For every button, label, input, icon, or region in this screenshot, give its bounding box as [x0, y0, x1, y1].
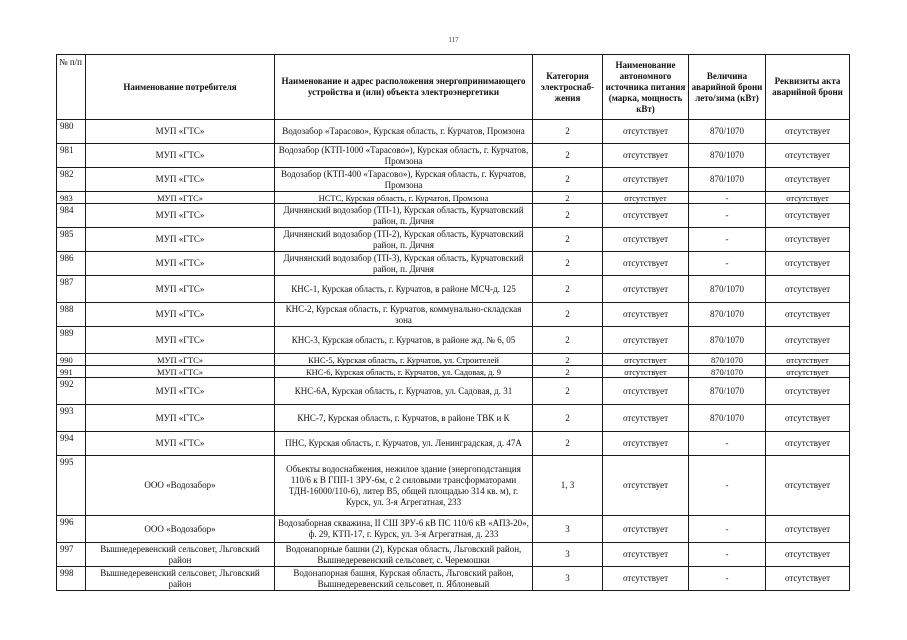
cell-autonomous: отсутствует — [603, 303, 689, 327]
cell-category: 2 — [533, 327, 603, 354]
table-row — [57, 543, 850, 567]
header-autonomous: Наименование автономного источника питания (марка, мощность кВт) — [603, 55, 689, 120]
table-row — [57, 228, 850, 252]
cell-category: 3 — [533, 543, 603, 567]
table-row — [57, 366, 850, 378]
cell-num: 995 — [57, 456, 86, 516]
cell-address: Объекты водоснабжения, нежилое здание (энергоподстанция 110/6 к В ГПП-1 ЗРУ-6м, с 2 силовыми трансформаторами ТДН-16000/110-6), литер В5, общей площадью 314 кв. м), г. Курск, ул. 3-я Агрегатная, 233 — [275, 456, 533, 516]
cell-address: КНС-6, Курская область, г. Курчатов, ул. Садовая, д. 9 — [275, 366, 533, 378]
data-table — [56, 54, 850, 591]
table-row — [57, 567, 850, 591]
table-row — [57, 303, 850, 327]
cell-category: 2 — [533, 228, 603, 252]
cell-num: 992 — [57, 378, 86, 405]
cell-autonomous: отсутствует — [603, 228, 689, 252]
cell-reserve: 870/1070 — [689, 276, 766, 303]
cell-category: 2 — [533, 120, 603, 144]
cell-reserve: 870/1070 — [689, 366, 766, 378]
cell-requisites: отсутствует — [766, 543, 850, 567]
cell-consumer: МУП «ГТС» — [86, 252, 275, 276]
cell-category: 2 — [533, 192, 603, 204]
cell-reserve: - — [689, 516, 766, 543]
cell-requisites: отсутствует — [766, 516, 850, 543]
cell-num: 991 — [57, 366, 86, 378]
cell-requisites: отсутствует — [766, 192, 850, 204]
cell-requisites: отсутствует — [766, 120, 850, 144]
cell-address: КНС-1, Курская область, г. Курчатов, в районе МСЧ-д. 125 — [275, 276, 533, 303]
cell-autonomous: отсутствует — [603, 204, 689, 228]
cell-autonomous: отсутствует — [603, 567, 689, 591]
cell-reserve: - — [689, 228, 766, 252]
header-address: Наименование и адрес расположения энергопринимающего устройства и (или) объекта электроэнергетики — [275, 55, 533, 120]
table-row — [57, 192, 850, 204]
cell-address: Дичнянский водозабор (ТП-2), Курская область, Курчатовский район, п. Дичня — [275, 228, 533, 252]
cell-category: 3 — [533, 567, 603, 591]
cell-address: Водозабор «Тарасово», Курская область, г. Курчатов, Промзона — [275, 120, 533, 144]
cell-address: Водозабор (КТП-400 «Тарасово»), Курская область, г. Курчатов, Промзона — [275, 168, 533, 192]
cell-reserve: - — [689, 204, 766, 228]
cell-reserve: 870/1070 — [689, 144, 766, 168]
cell-autonomous: отсутствует — [603, 456, 689, 516]
cell-num: 988 — [57, 303, 86, 327]
cell-address: ПНС, Курская область, г. Курчатов, ул. Ленинградская, д. 47А — [275, 432, 533, 456]
cell-reserve: - — [689, 456, 766, 516]
cell-reserve: 870/1070 — [689, 327, 766, 354]
cell-category: 2 — [533, 276, 603, 303]
cell-category: 2 — [533, 378, 603, 405]
cell-consumer: МУП «ГТС» — [86, 192, 275, 204]
cell-address: КНС-5, Курская область, г. Курчатов, ул. Строителей — [275, 354, 533, 366]
cell-category: 2 — [533, 303, 603, 327]
cell-requisites: отсутствует — [766, 276, 850, 303]
cell-autonomous: отсутствует — [603, 192, 689, 204]
cell-category: 2 — [533, 144, 603, 168]
cell-reserve: 870/1070 — [689, 168, 766, 192]
cell-reserve: 870/1070 — [689, 120, 766, 144]
cell-consumer: Вышнедеревенский сельсовет, Льговский район — [86, 543, 275, 567]
cell-category: 2 — [533, 432, 603, 456]
cell-num: 996 — [57, 516, 86, 543]
cell-consumer: МУП «ГТС» — [86, 228, 275, 252]
table-row — [57, 354, 850, 366]
cell-consumer: МУП «ГТС» — [86, 204, 275, 228]
cell-autonomous: отсутствует — [603, 432, 689, 456]
header-num: № п/п — [57, 55, 86, 120]
cell-consumer: МУП «ГТС» — [86, 144, 275, 168]
cell-reserve: 870/1070 — [689, 405, 766, 432]
table-row — [57, 204, 850, 228]
table-row — [57, 378, 850, 405]
cell-num: 998 — [57, 567, 86, 591]
cell-num: 985 — [57, 228, 86, 252]
cell-num: 980 — [57, 120, 86, 144]
table-row — [57, 144, 850, 168]
cell-reserve: - — [689, 543, 766, 567]
cell-address: Водозабор (КТП-1000 «Тарасово»), Курская область, г. Курчатов, Промзона — [275, 144, 533, 168]
table-row — [57, 405, 850, 432]
cell-requisites: отсутствует — [766, 327, 850, 354]
table-row — [57, 120, 850, 144]
cell-num: 993 — [57, 405, 86, 432]
cell-consumer: Вышнедеревенский сельсовет, Льговский район — [86, 567, 275, 591]
cell-requisites: отсутствует — [766, 228, 850, 252]
header-category: Категория электроснаб-жения — [533, 55, 603, 120]
cell-num: 986 — [57, 252, 86, 276]
table-row — [57, 456, 850, 516]
cell-num: 984 — [57, 204, 86, 228]
table-row — [57, 327, 850, 354]
cell-address: Водонапорные башни (2), Курская область, Льговский район, Вышнедеревенский сельсовет, с. Черемошки — [275, 543, 533, 567]
cell-autonomous: отсутствует — [603, 276, 689, 303]
cell-requisites: отсутствует — [766, 144, 850, 168]
cell-num: 990 — [57, 354, 86, 366]
cell-requisites: отсутствует — [766, 567, 850, 591]
cell-consumer: МУП «ГТС» — [86, 327, 275, 354]
cell-address: Дичнянский водозабор (ТП-1), Курская область, Курчатовский район, п. Дичня — [275, 204, 533, 228]
cell-requisites: отсутствует — [766, 303, 850, 327]
cell-autonomous: отсутствует — [603, 144, 689, 168]
cell-num: 989 — [57, 327, 86, 354]
cell-consumer: ООО «Водозабор» — [86, 456, 275, 516]
cell-num: 983 — [57, 192, 86, 204]
cell-reserve: - — [689, 252, 766, 276]
cell-num: 981 — [57, 144, 86, 168]
cell-address: КНС-6А, Курская область, г. Курчатов, ул. Садовая, д. 31 — [275, 378, 533, 405]
cell-consumer: МУП «ГТС» — [86, 378, 275, 405]
cell-num: 982 — [57, 168, 86, 192]
cell-reserve: - — [689, 432, 766, 456]
cell-category: 1, 3 — [533, 456, 603, 516]
cell-address: Дичнянский водозабор (ТП-3), Курская область, Курчатовский район, п. Дичня — [275, 252, 533, 276]
cell-consumer: МУП «ГТС» — [86, 276, 275, 303]
cell-autonomous: отсутствует — [603, 378, 689, 405]
cell-requisites: отсутствует — [766, 354, 850, 366]
cell-consumer: МУП «ГТС» — [86, 168, 275, 192]
cell-requisites: отсутствует — [766, 405, 850, 432]
cell-consumer: МУП «ГТС» — [86, 303, 275, 327]
cell-consumer: МУП «ГТС» — [86, 354, 275, 366]
cell-autonomous: отсутствует — [603, 366, 689, 378]
cell-autonomous: отсутствует — [603, 405, 689, 432]
header-reserve: Величина аварийной брони лето/зима (кВт) — [689, 55, 766, 120]
cell-autonomous: отсутствует — [603, 327, 689, 354]
cell-address: Водонапорная башня, Курская область, Льговский район, Вышнедеревенский сельсовет, п. Яблоневый — [275, 567, 533, 591]
cell-category: 2 — [533, 168, 603, 192]
table-row — [57, 168, 850, 192]
cell-autonomous: отсутствует — [603, 543, 689, 567]
cell-reserve: - — [689, 567, 766, 591]
cell-num: 994 — [57, 432, 86, 456]
cell-num: 997 — [57, 543, 86, 567]
cell-consumer: МУП «ГТС» — [86, 405, 275, 432]
page-number: 117 — [448, 36, 459, 44]
cell-requisites: отсутствует — [766, 204, 850, 228]
table-row — [57, 276, 850, 303]
header-consumer: Наименование потребителя — [86, 55, 275, 120]
cell-category: 2 — [533, 354, 603, 366]
cell-consumer: ООО «Водозабор» — [86, 516, 275, 543]
cell-requisites: отсутствует — [766, 456, 850, 516]
cell-autonomous: отсутствует — [603, 120, 689, 144]
cell-address: КНС-2, Курская область, г. Курчатов, коммунально-складская зона — [275, 303, 533, 327]
table-row — [57, 516, 850, 543]
cell-category: 2 — [533, 405, 603, 432]
cell-category: 2 — [533, 252, 603, 276]
cell-requisites: отсутствует — [766, 432, 850, 456]
cell-address: НСТС, Курская область, г. Курчатов, Промзона — [275, 192, 533, 204]
cell-category: 2 — [533, 204, 603, 228]
cell-requisites: отсутствует — [766, 366, 850, 378]
cell-consumer: МУП «ГТС» — [86, 432, 275, 456]
cell-reserve: - — [689, 192, 766, 204]
cell-autonomous: отсутствует — [603, 168, 689, 192]
cell-autonomous: отсутствует — [603, 516, 689, 543]
cell-requisites: отсутствует — [766, 252, 850, 276]
cell-category: 3 — [533, 516, 603, 543]
cell-consumer: МУП «ГТС» — [86, 120, 275, 144]
cell-autonomous: отсутствует — [603, 354, 689, 366]
cell-address: КНС-3, Курская область, г. Курчатов, в районе жд. № 6, 05 — [275, 327, 533, 354]
cell-reserve: 870/1070 — [689, 303, 766, 327]
cell-consumer: МУП «ГТС» — [86, 366, 275, 378]
table-header-row — [57, 55, 850, 120]
cell-category: 2 — [533, 366, 603, 378]
cell-requisites: отсутствует — [766, 168, 850, 192]
cell-autonomous: отсутствует — [603, 252, 689, 276]
table-row — [57, 252, 850, 276]
cell-reserve: 870/1070 — [689, 378, 766, 405]
table-row — [57, 432, 850, 456]
cell-address: Водозаборная скважина, II СШ ЗРУ-6 кВ ПС 110/6 кВ «АПЗ-20», ф. 29, КТП-17, г. Курск, ул. 3-я Агрегатная, д. 233 — [275, 516, 533, 543]
header-requisites: Реквизиты акта аварийной брони — [766, 55, 850, 120]
cell-num: 987 — [57, 276, 86, 303]
cell-requisites: отсутствует — [766, 378, 850, 405]
cell-address: КНС-7, Курская область, г. Курчатов, в районе ТВК и К — [275, 405, 533, 432]
cell-reserve: 870/1070 — [689, 354, 766, 366]
